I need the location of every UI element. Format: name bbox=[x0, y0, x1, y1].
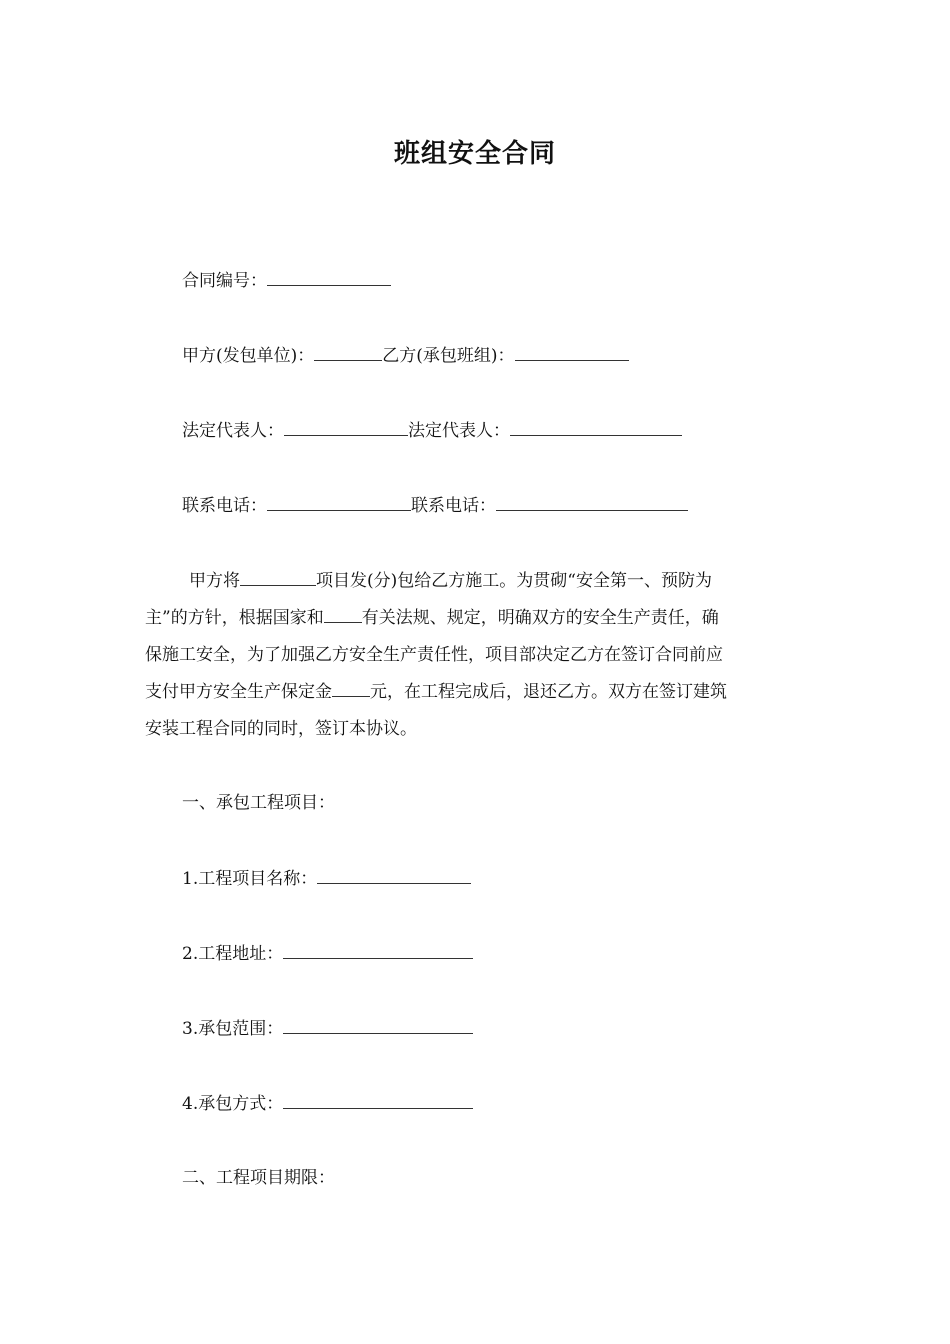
contract-method-blank bbox=[283, 1091, 473, 1109]
party-a-label: 甲方(发包单位)： bbox=[182, 346, 315, 366]
phone-b-blank bbox=[496, 493, 688, 511]
intro-line-1 bbox=[145, 563, 807, 600]
contract-method-label: 4.承包方式： bbox=[182, 1094, 284, 1114]
parties-line bbox=[182, 343, 629, 368]
contract-scope-label: 3.承包范围： bbox=[182, 1019, 284, 1039]
party-a-blank bbox=[314, 343, 382, 361]
phone-a-blank bbox=[267, 493, 411, 511]
section-2-heading: 二、工程项目期限： bbox=[182, 1168, 335, 1188]
legal-rep-b-label: 法定代表人： bbox=[408, 421, 510, 441]
project-name-label: 1.工程项目名称： bbox=[182, 869, 318, 889]
contract-number-line bbox=[182, 268, 391, 293]
legal-rep-a-label: 法定代表人： bbox=[182, 421, 284, 441]
project-name-blank bbox=[240, 568, 316, 586]
document-title: 班组安全合同 bbox=[393, 139, 556, 169]
intro-text: 主”的方针，根据国家和 bbox=[145, 608, 324, 628]
deposit-blank bbox=[332, 679, 370, 697]
contract-scope-blank bbox=[283, 1016, 473, 1034]
intro-line-5: 安装工程合同的同时，签订本协议。 bbox=[145, 719, 417, 739]
region-blank bbox=[324, 605, 362, 623]
project-address-label: 2.工程地址： bbox=[182, 944, 284, 964]
project-address-blank bbox=[283, 941, 473, 959]
intro-text: 甲方将 bbox=[189, 571, 240, 591]
contract-number-blank bbox=[267, 268, 391, 286]
project-name-line bbox=[182, 866, 471, 891]
phone-line bbox=[182, 493, 688, 518]
section-1-heading: 一、承包工程项目： bbox=[182, 793, 335, 813]
contract-number-label: 合同编号： bbox=[182, 271, 267, 291]
intro-paragraph bbox=[145, 563, 807, 748]
intro-line-3: 保施工安全，为了加强乙方安全生产责任性，项目部决定乙方在签订合同前应 bbox=[145, 645, 723, 665]
intro-text: 项目发(分)包给乙方施工。为贯砌“安全第一、预防为 bbox=[316, 571, 712, 591]
party-b-blank bbox=[515, 343, 629, 361]
project-name-field-blank bbox=[317, 866, 471, 884]
legal-rep-a-blank bbox=[284, 418, 408, 436]
legal-rep-b-blank bbox=[510, 418, 682, 436]
legal-rep-line bbox=[182, 418, 682, 443]
intro-text: 支付甲方安全生产保定金 bbox=[145, 682, 332, 702]
intro-text: 有关法规、规定，明确双方的安全生产责任，确 bbox=[361, 608, 719, 628]
contract-scope-line bbox=[182, 1016, 473, 1041]
phone-b-label: 联系电话： bbox=[411, 496, 496, 516]
contract-method-line bbox=[182, 1091, 473, 1116]
project-address-line bbox=[182, 941, 473, 966]
party-b-label: 乙方(承包班组)： bbox=[382, 346, 515, 366]
intro-line-4 bbox=[145, 674, 807, 711]
intro-text: 元，在工程完成后，退还乙方。双方在签订建筑 bbox=[370, 682, 727, 702]
intro-line-2 bbox=[145, 600, 807, 637]
phone-a-label: 联系电话： bbox=[182, 496, 267, 516]
